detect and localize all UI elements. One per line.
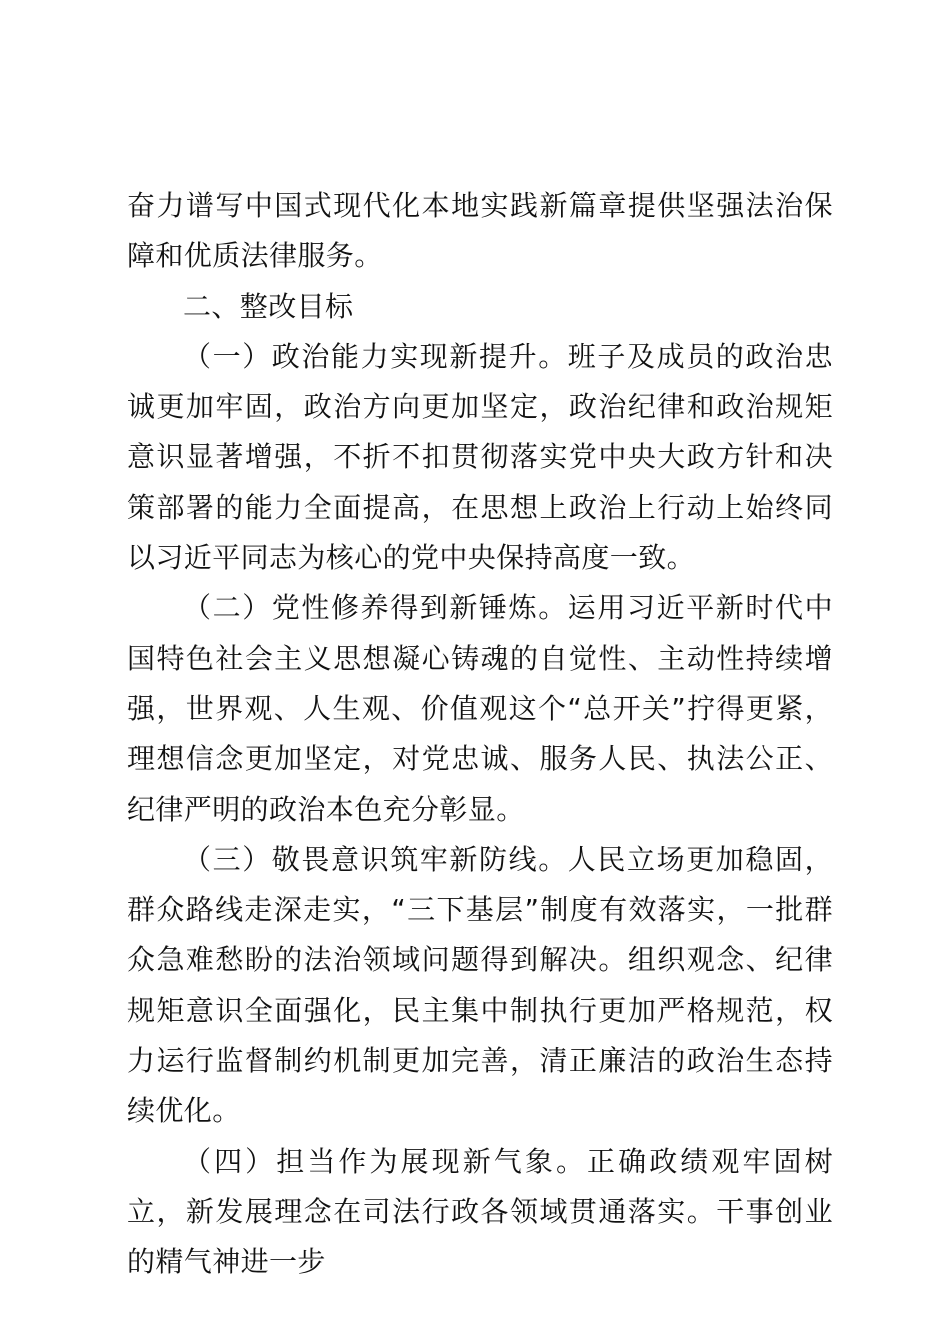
goal-item-1: （一）政治能力实现新提升。班子及成员的政治忠诚更加牢固，政治方向更加坚定，政治纪律和政治规矩意识显著增强，不折不扣贯彻落实党中央大政方针和决策部署的能力全面提高，在思想上政治上行动上始终同以习近平同志为核心的党中央保持高度一致。 [127,339,833,575]
goal-item-2: （二）党性修养得到新锤炼。运用习近平新时代中国特色社会主义思想凝心铸魂的自觉性、主动性持续增强，世界观、人生观、价值观这个“总开关”拧得更紧，理想信念更加坚定，对党忠诚、服务人民、执法公正、纪律严明的政治本色充分彰显。 [127,591,833,826]
goal-item-3: （三）敬畏意识筑牢新防线。人民立场更加稳固，群众路线走深走实，“三下基层”制度有效落实，一批群众急难愁盼的法治领域问题得到解决。组织观念、纪律规矩意识全面强化，民主集中制执行更加严格规范，权力运行监督制约机制更加完善，清正廉洁的政治生态持续优化。 [127,842,833,1128]
continuation-paragraph: 奋力谱写中国式现代化本地实践新篇章提供坚强法治保障和优质法律服务。 [127,189,833,273]
section-heading: 二、整改目标 [183,289,354,323]
document-page [127,181,833,1288]
goal-item-4: （四）担当作为展现新气象。正确政绩观牢固树立，新发展理念在司法行政各领域贯通落实。干事创业的精气神进一步 [127,1144,833,1279]
